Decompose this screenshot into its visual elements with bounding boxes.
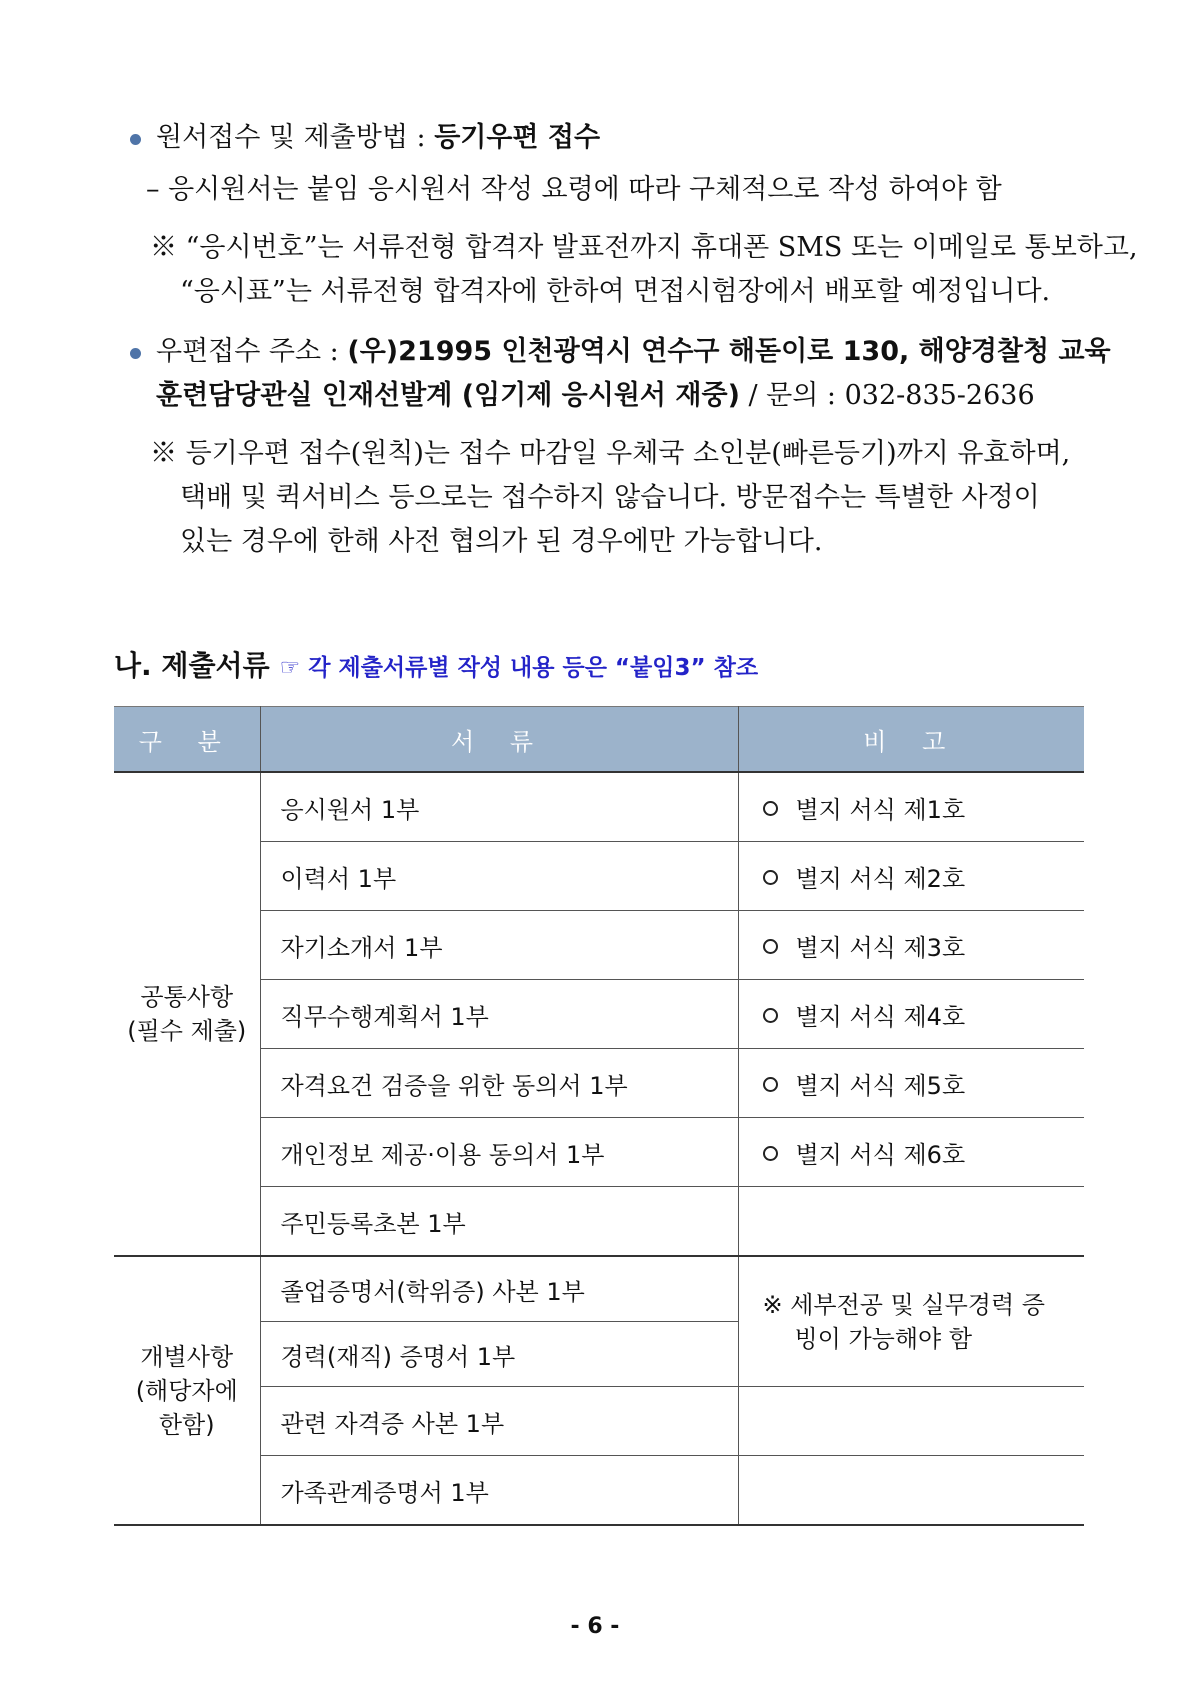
bullet-dot-icon [130, 134, 141, 145]
document-cell: 자기소개서 1부 [260, 911, 738, 980]
common-category-line1: 공통사항 [140, 983, 234, 1011]
circle-bullet-icon [763, 801, 778, 816]
common-category-cell [114, 772, 260, 1256]
circle-bullet-icon [763, 939, 778, 954]
table-row [114, 1256, 1084, 1322]
remark-cell: 별지 서식 제6호 [738, 1118, 1084, 1187]
individual-category-line3: 한함) [158, 1410, 215, 1439]
table-row [114, 1049, 1084, 1118]
table-row [114, 842, 1084, 911]
header-category: 구 분 [114, 707, 260, 773]
application-note-line1: ※ “응시번호”는 서류전형 합격자 발표전까지 휴대폰 SMS 또는 이메일로 통보하고, [150, 232, 1138, 263]
common-category-line2: (필수 제출) [127, 1017, 247, 1045]
remark-cell: 별지 서식 제3호 [738, 911, 1084, 980]
postal-address-label: 우편접수 주소 : [156, 336, 339, 367]
remark-cell: 별지 서식 제5호 [738, 1049, 1084, 1118]
individual-category-line2: (해당자에 [135, 1376, 238, 1405]
document-cell: 경력(재직) 증명서 1부 [260, 1322, 738, 1387]
section-title [114, 648, 758, 686]
table-row [114, 980, 1084, 1049]
required-documents-table [114, 706, 1084, 1526]
document-cell: 응시원서 1부 [260, 772, 738, 842]
postal-address-value-line1: (우)21995 인천광역시 연수구 해돋이로 130, 해양경찰청 교육 [347, 336, 1111, 367]
document-cell: 주민등록초본 1부 [260, 1187, 738, 1257]
circle-bullet-icon [763, 1008, 778, 1023]
section-reference-note: ☞ 각 제출서류별 작성 내용 등은 “붙임3” 참조 [279, 655, 759, 681]
document-cell: 관련 자격증 사본 1부 [260, 1387, 738, 1456]
table-row [114, 1456, 1084, 1526]
application-detail: – 응시원서는 붙임 응시원서 작성 요령에 따라 구체적으로 작성 하여야 함 [146, 174, 1002, 205]
remark-cell: 별지 서식 제2호 [738, 842, 1084, 911]
document-cell: 자격요건 검증을 위한 동의서 1부 [260, 1049, 738, 1118]
table-row [114, 1118, 1084, 1187]
individual-remark-line1: ※ 세부전공 및 실무경력 증 [762, 1290, 1045, 1319]
postal-note-line3: 있는 경우에 한해 사전 협의가 된 경우에만 가능합니다. [180, 526, 823, 557]
remark-cell-empty [738, 1387, 1084, 1456]
circle-bullet-icon [763, 1146, 778, 1161]
individual-category-line1: 개별사항 [140, 1342, 234, 1371]
table-row [114, 772, 1084, 842]
page-number: - 6 - [570, 1614, 620, 1639]
header-documents: 서 류 [260, 707, 738, 773]
document-cell: 개인정보 제공·이용 동의서 1부 [260, 1118, 738, 1187]
postal-address-value-line2: 훈련담당관실 인재선발계 (임기제 응시원서 재중) [156, 380, 740, 411]
remark-cell: 별지 서식 제4호 [738, 980, 1084, 1049]
application-note-line2: “응시표”는 서류전형 합격자에 한하여 면접시험장에서 배포할 예정입니다. [180, 276, 1051, 307]
circle-bullet-icon [763, 1077, 778, 1092]
section-title-text: 나. 제출서류 [114, 649, 270, 682]
circle-bullet-icon [763, 870, 778, 885]
document-cell: 직무수행계획서 1부 [260, 980, 738, 1049]
bullet-dot-icon [130, 348, 141, 359]
application-method-label: 원서접수 및 제출방법 : [156, 122, 426, 153]
document-cell: 가족관계증명서 1부 [260, 1456, 738, 1526]
individual-remark-cell [738, 1256, 1084, 1387]
table-header-row [114, 707, 1084, 773]
document-cell: 졸업증명서(학위증) 사본 1부 [260, 1256, 738, 1322]
postal-address-line2 [156, 378, 1035, 414]
postal-note-line2: 택배 및 퀵서비스 등으로는 접수하지 않습니다. 방문접수는 특별한 사정이 [180, 482, 1040, 513]
remark-cell-empty [738, 1187, 1084, 1257]
remark-cell-empty [738, 1456, 1084, 1526]
table-row [114, 1387, 1084, 1456]
table-row [114, 911, 1084, 980]
table-row [114, 1187, 1084, 1257]
application-method-value: 등기우편 접수 [434, 122, 601, 153]
remark-cell: 별지 서식 제1호 [738, 772, 1084, 842]
document-cell: 이력서 1부 [260, 842, 738, 911]
postal-note-line1: ※ 등기우편 접수(원칙)는 접수 마감일 우체국 소인분(빠른등기)까지 유효하며, [150, 438, 1071, 469]
header-remarks: 비 고 [738, 707, 1084, 773]
individual-category-cell [114, 1256, 260, 1525]
individual-remark-line2: 빙이 가능해야 함 [794, 1324, 973, 1353]
postal-contact: / 문의 : 032-835-2636 [739, 380, 1035, 411]
